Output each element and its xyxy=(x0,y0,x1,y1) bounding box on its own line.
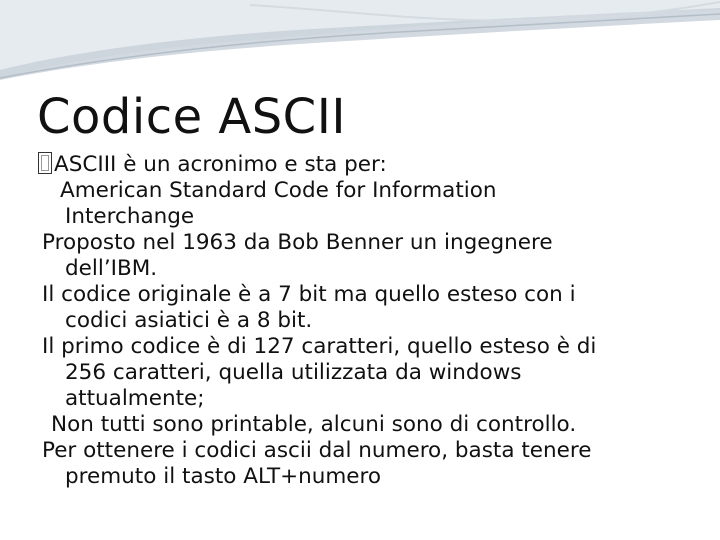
paragraph-line: dell’IBM. xyxy=(65,256,158,281)
line-text: ASCIII è un acronimo e sta per: xyxy=(54,152,387,177)
paragraph-line: attualmente; xyxy=(65,386,205,411)
paragraph-ascii-acronym xyxy=(38,152,703,178)
paragraph-line: Per ottenere i codici ascii dal numero, basta tenere xyxy=(42,438,592,463)
slide-title: Codice ASCII xyxy=(37,89,346,145)
paragraph-original-code xyxy=(38,282,703,334)
square-bullet-icon xyxy=(38,152,52,174)
paragraph-line: 256 caratteri, quella utilizzata da windows xyxy=(65,360,522,385)
paragraph-line: American Standard Code for Information xyxy=(60,178,497,203)
paragraph-line: Interchange xyxy=(65,204,195,229)
paragraph-line xyxy=(38,152,703,178)
paragraph-alt-code xyxy=(38,438,703,490)
paragraph-line: Il primo codice è di 127 caratteri, quello esteso è di xyxy=(42,334,597,359)
paragraph-line: Non tutti sono printable, alcuni sono di controllo. xyxy=(51,412,577,437)
paragraph-line: premuto il tasto ALT+numero xyxy=(65,464,382,489)
paragraph-char-count xyxy=(38,334,703,412)
slide-body xyxy=(38,152,703,490)
paragraph-proposal xyxy=(38,230,703,282)
paragraph-line: Proposto nel 1963 da Bob Benner un ingegnere xyxy=(42,230,553,255)
paragraph-line: Il codice originale è a 7 bit ma quello esteso con i xyxy=(42,282,576,307)
paragraph-line: codici asiatici è a 8 bit. xyxy=(65,308,313,333)
paragraph-printable xyxy=(38,412,703,438)
paragraph-ascii-expansion xyxy=(38,178,703,230)
